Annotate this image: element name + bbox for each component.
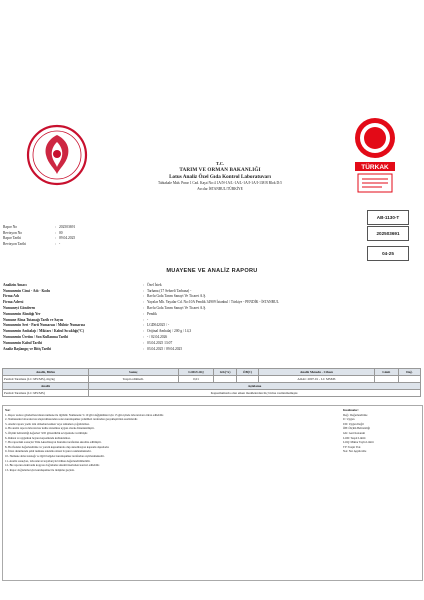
meta-value: 202503691 [59,224,76,229]
info-key: Firma Adresi [3,300,24,305]
header-address-line-2: Avcılar İSTANBUL/TÜRKİYE [197,187,243,191]
cell [398,376,420,383]
results-table [2,368,421,397]
col-header: Değ. [398,369,420,376]
info-row: Numunenin Ambalajı / Miktarı / Kabul Sıcaklığı(°C) : Orijinal Ambalaj / 200 g / 14,3 [3,328,413,334]
info-value: Özel İstek [147,282,162,287]
col-header: LOD/LOQ [178,369,214,376]
ministry-emblem-icon [26,124,88,186]
col-header: Sonuç [88,369,178,376]
note-line: 7- Bu rapordaki sonuçlar Türk Akreditasyon Kurumu tarafından akredite edilmiştir. [5,440,102,445]
info-row: Numunenin Alındığı Yer : Pendik [3,311,413,317]
cell [374,376,398,383]
cell: Pestisit Taraması (LC MS/MS), mg/kg [3,376,89,383]
cell: Pestisit Taraması (LC MS/MS) [3,390,89,397]
note-line: 5- Ölçüm belirsizliği değerleri %95 güvenilirlik seviyesinde verilmiştir. [5,430,88,435]
note-line: 11- Analiz sonuçları, laboratuvar kayıtlarıyla birlikte değerlendirilmelidir. [5,458,91,463]
info-value: Yayalar Mh. Yayalar Cd. No:10A Pendik 34909 İstanbul / Türkiye - PENDİK - İSTANBUL [147,300,279,305]
info-key: Numunenin Kabul Tarihi [3,340,42,345]
info-key: Numune Alma Tutanağı Tarih ve Sayısı [3,317,64,322]
abbreviation-line: GK: Geri Kazanım [343,430,365,435]
note-line: 8- Bu ifadeler değerlendirme ve yorum kapsamında olup akreditasyon kapsamı dışındadır. [5,444,110,449]
note-line: 9- İtiraz durumunda şahit numune saklama süresi boyunca saklanmaktadır. [5,449,92,454]
table-row [3,376,421,383]
meta-key: Rapor No [3,224,18,229]
info-value: Tarhana (17 Sebzeli Tarhana) - [147,288,192,293]
note-line: 10- Numune alma tutanağı ve ilgili belgeler kuruluşumuz tarafından arşivlenmektedir. [5,453,105,458]
report-number-box: 202503691 [367,226,409,241]
col-header: Analiz, Birim [3,369,89,376]
info-value: Ravlu Gıda Tarım Sanayi Ve Ticaret A.Ş. [147,294,207,299]
abbreviation-line: UD: Uygun Değil [343,421,364,426]
meta-row: Rapor Tarihi : 09.04.2025 [3,236,76,241]
meta-row: Rapor No : 202503691 [3,224,76,229]
header-address-line-1: Tahtakale Mah. Pınar 1 Cad. Kaşıt No:4 1A/N-1A/L-1A/L-1A/J-1A/I-138 B Blok D:5 [158,181,282,185]
meta-value: 00 [59,230,63,235]
info-key: Numunenin Alındığı Yer [3,311,41,316]
abbreviation-line: LOQ: Miktar Tayin Limiti [343,440,374,445]
info-key: Numuneyi Gönderen [3,306,36,311]
notes-section [2,405,423,581]
note-line: 4- Bu analiz raporu laboratuvar kalite sistemine uygun olarak düzenlenmiştir. [5,426,95,431]
info-value: - [147,317,149,322]
info-key: Firma Adı [3,294,19,299]
note-line: 2- Numunenin laboratuvara ulaştırılmasından sonra kuruluşumuz yetkilileri tarafından gerçekleştirilen analizlerdir. [5,417,138,422]
info-row: Firma Adı : Ravlu Gıda Tarım Sanayi Ve Ticaret A.Ş. [3,294,413,300]
info-row: Analiz Başlangıç ve Bitiş Tarihi : 03.04.2025 / 09.04.2025 [3,346,413,352]
turkak-logo-text: TÜRKAK [361,164,389,171]
note-line: 6- Ruhsat ve uygunluk beyanı kapsamında kullanılamaz. [5,435,71,440]
info-value: Ravlu Gıda Tarım Sanayi Ve Ticaret A.Ş. [147,306,207,311]
meta-value: 09.04.2025 [59,236,76,241]
report-meta [3,224,75,247]
meta-key: Revizyon Tarihi [3,242,27,247]
info-row: Numunenin Seri - Parti Numarası / Mühür Numarası : LGD042025 / - [3,323,413,329]
col-header: Limit [374,369,398,376]
results-header-row [3,369,421,376]
abbreviation-line: ÖB: Ölçüm Belirsizliği [343,426,370,431]
abbreviation-line: U: Uygun [343,417,355,422]
meta-row: Revizyon No : 00 [3,230,63,235]
info-row: Numunenin Kabul Tarihi : 03.04.2025 13:07 [3,340,413,346]
info-value: LGD042025 / - [147,323,170,328]
meta-value: - [59,242,61,247]
info-value: - / 02.04.2026 [147,335,168,340]
cell: Kapsamımızda olan etken maddelerden hiç birine rastlanmamıştır. [88,390,420,397]
info-key: Numunenin Seri - Parti Numarası / Mühür Numarası [3,323,85,328]
sample-info [3,282,413,352]
info-row: Analizin Amacı : Özel İstek [3,282,413,288]
note-line: 1- Rapor sadece gönderilen/alınan numune ile ilgilidir. Numunede % 10 gibi değişiklikler için 15 gün içinde laboratuvara itiraz edilebilir. [5,412,164,417]
info-row: Firma Adresi : Yayalar Mh. Yayalar Cd. No:10A Pendik 34909 İstanbul / Türkiye - PENDİK - İSTANBUL [3,299,413,305]
abbreviation-line: LOD: Tespit Limiti [343,435,366,440]
info-key: Numunenin Cinsi - Adı - Kodu [3,288,51,293]
info-value: 03.04.2025 13:07 [147,340,173,345]
comment-header-row [3,383,421,390]
abbreviations-list [343,408,419,454]
abbreviation-line: Değ.: Değerlendirme [343,412,368,417]
report-title: MUAYENE VE ANALİZ RAPORU [166,268,258,274]
info-row: Numune Alma Tutanağı Tarih ve Sayısı : - [3,317,413,323]
accreditation-number-box: AB-1130-T [367,210,409,225]
abbreviation-line: TY: Tespit Yok [343,444,361,449]
info-row: Numuneyi Gönderen : Ravlu Gıda Tarım Sanayi Ve Ticaret A.Ş. [3,305,413,311]
cell: AOAC 2007.01 - LC MSMS [259,376,375,383]
meta-key: Rapor Tarihi [3,236,22,241]
info-value: Pendik [147,311,157,316]
col-header: GK(%) [214,369,236,376]
table-row [3,390,421,397]
header-lab-name: Lotus Analiz Özel Gıda Kontrol Laboratuvarı [169,174,271,180]
cell [214,376,236,383]
info-key: Numunenin Üretim / Son Kullanma Tarihi [3,335,69,340]
period-box: 04-25 [367,246,409,261]
turkak-logo-icon [352,116,398,194]
info-value: 03.04.2025 / 09.04.2025 [147,346,183,351]
cell: Tespit edilmedi. [88,376,178,383]
note-line: 3- Analiz raporu yazılı izin olmadan kısmen veya tamamen çoğaltılamaz. [5,421,90,426]
note-line: 13- Rapor doğrulama için kuruluşumuz ile iletişime geçiniz. [5,467,75,472]
cell: 0,01 [178,376,214,383]
meta-key: Revizyon No [3,230,23,235]
header-tc: T.C. [215,161,225,166]
notes-title: Not: [5,408,11,412]
col-header: Analiz Metodu - Cihazı [259,369,375,376]
info-key: Numunenin Ambalajı / Miktarı / Kabul Sıcaklığı(°C) [3,329,84,334]
info-key: Analiz Başlangıç ve Bitiş Tarihi [3,346,52,351]
abbreviation-line: NA: Not Applicable [343,449,367,454]
abbreviations-title: Kısaltmalar: [343,408,359,412]
col-header: ÖB(±) [236,369,258,376]
col-header: Analiz [3,383,89,390]
info-key: Analizin Amacı [3,282,27,287]
info-row: Numunenin Cinsi - Adı - Kodu : Tarhana (17 Sebzeli Tarhana) - [3,288,413,294]
note-line: 12- Bu raporun elektronik kopyası doğrulama sistemi üzerinden kontrol edilebilir. [5,463,100,468]
info-row: Numunenin Üretim / Son Kullanma Tarihi : - / 02.04.2026 [3,334,413,340]
meta-row: Revizyon Tarihi : - [3,242,61,247]
col-header: Açıklama [88,383,420,390]
header-ministry: TARIM VE ORMAN BAKANLIĞI [179,167,261,173]
cell [236,376,258,383]
notes-list [5,408,335,472]
info-value: Orijinal Ambalaj / 200 g / 14,3 [147,329,192,334]
